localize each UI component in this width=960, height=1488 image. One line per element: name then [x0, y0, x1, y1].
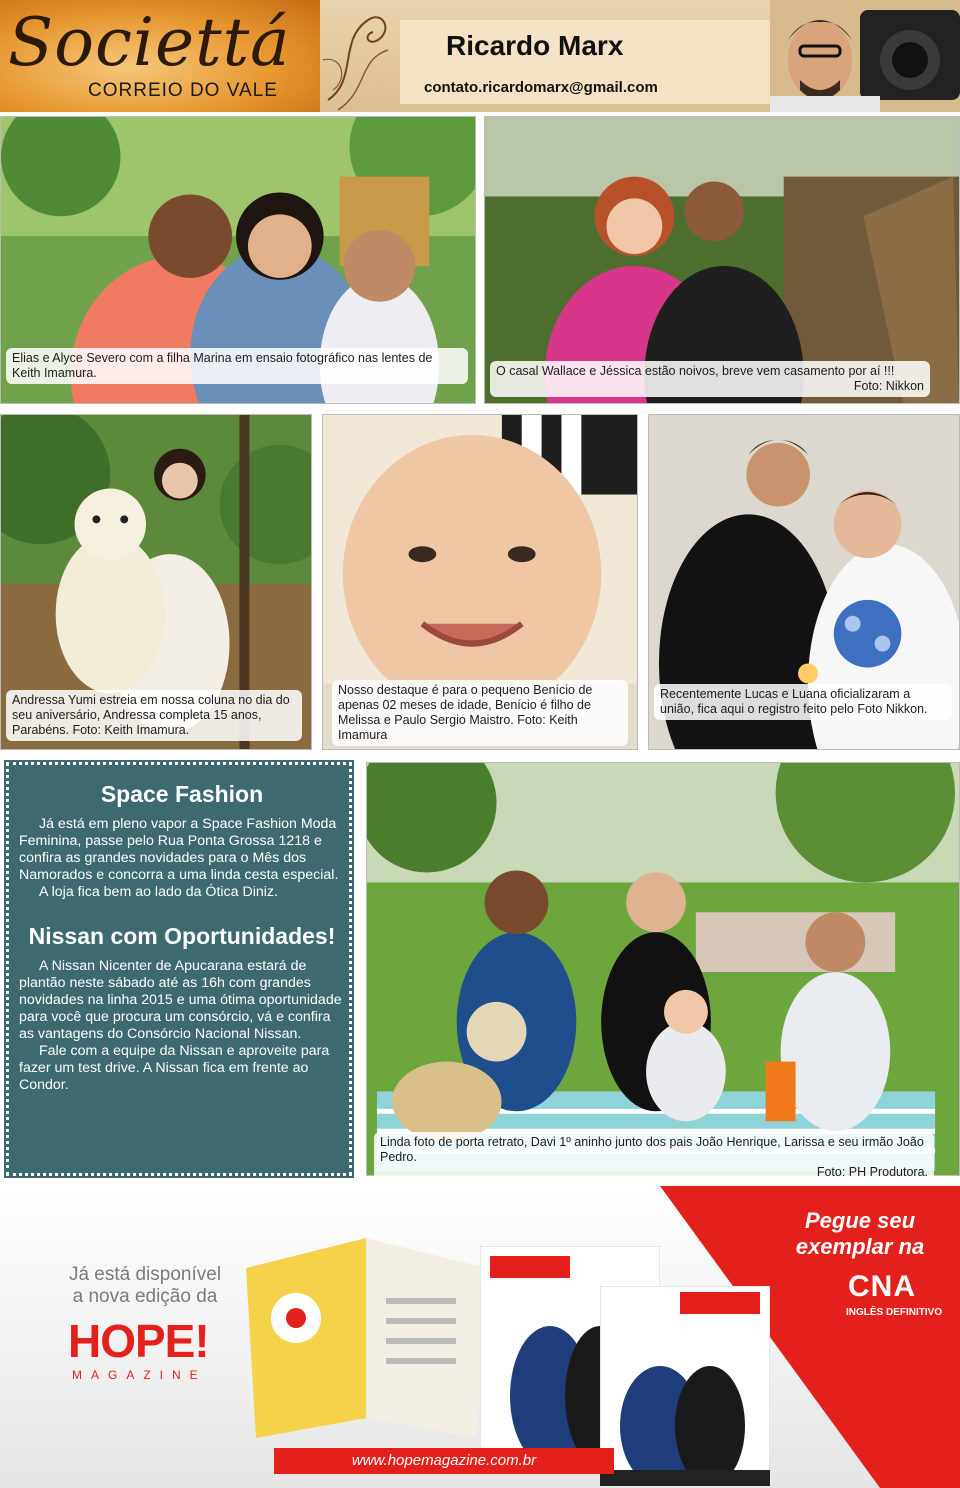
- columnist-name: Ricardo Marx: [446, 30, 624, 61]
- news-box: [6, 762, 352, 1176]
- caption-text: Linda foto de porta retrato, Davi 1º aninho junto dos pais João Henrique, Larissa e seu irmão João Pedro.: [380, 1135, 924, 1164]
- hope-logo-subtitle: MAGAZINE: [72, 1368, 207, 1382]
- ad-line1: Já está disponível: [68, 1264, 222, 1285]
- caption-wedding: Recentemente Lucas e Luana oficializaram a união, fica aqui o registro feito pelo Foto Nikkon.: [654, 684, 952, 720]
- caption-andressa: Andressa Yumi estreia em nossa coluna no dia do seu aniversário, Andressa completa 15 anos, Parabéns. Foto: Keith Imamura.: [6, 690, 302, 741]
- caption-text: O casal Wallace e Jéssica estão noivos, breve vem casamento por aí !!!: [496, 364, 895, 378]
- columnist-avatar: [770, 0, 960, 112]
- caption-couple-engaged: [490, 361, 930, 397]
- cna-tagline: INGLÊS DEFINITIVO: [846, 1307, 943, 1318]
- logo-script: Societtá: [8, 4, 291, 81]
- column-header: [0, 0, 960, 112]
- caption-picnic-family: [374, 1132, 934, 1183]
- logo-subtitle: CORREIO DO VALE: [88, 80, 278, 101]
- columnist-email: contato.ricardomarx@gmail.com: [424, 79, 658, 96]
- caption-family-severo: Elias e Alyce Severo com a filha Marina em ensaio fotográfico nas lentes de Keith Imamura.: [6, 348, 468, 384]
- hope-logo: HOPE!: [68, 1315, 209, 1367]
- ad-tagline: [60, 1264, 230, 1308]
- article-paragraph: Fale com a equipe da Nissan e aproveite para fazer um test drive. A Nissan fica em frente ao Condor.: [19, 1043, 330, 1093]
- ad-call-to-action: Pegue seu exemplar na: [795, 1208, 925, 1259]
- article-title-nissan: Nissan com Oportunidades!: [28, 923, 336, 949]
- article-paragraph: A Nissan Nicenter de Apucarana estará de plantão neste sábado até as 16h com grandes novidades na linha 2015 e uma ótima oportunidade para você que procura um consórcio, vá e confira as vantagens do Consórcio Nacional Nissan.: [19, 958, 342, 1042]
- societta-logo: [0, 0, 320, 112]
- caption-benicio: Nosso destaque é para o pequeno Benício de apenas 02 meses de idade, Benício é filho de Melissa e Paulo Sergio Maistro. Foto: Keith Imamura: [332, 680, 628, 746]
- magazine-open-spread: [246, 1238, 486, 1438]
- magazine-cover-front: [600, 1286, 770, 1486]
- photo-picnic-family: [366, 762, 960, 1176]
- cna-logo: CNA: [848, 1270, 916, 1303]
- ad-line2: a nova edição da: [72, 1286, 218, 1307]
- photo-credit: Foto: Nikkon: [853, 379, 924, 393]
- article-paragraph: A loja fica bem ao lado da Ótica Diniz.: [39, 884, 278, 900]
- article-title-space-fashion: Space Fashion: [100, 781, 264, 807]
- ornament-swirl-icon: [318, 0, 398, 112]
- article-paragraph: Já está em pleno vapor a Space Fashion Moda Feminina, passe pelo Rua Ponta Grossa 1218 e confira as grandes novidades para o Mês dos Namorados e concorra a uma linda cesta especial.: [19, 816, 339, 883]
- website-link[interactable]: www.hopemagazine.com.br: [351, 1452, 537, 1469]
- photo-credit: Foto: PH Produtora.: [816, 1165, 928, 1179]
- hope-magazine-ad: [0, 1186, 960, 1488]
